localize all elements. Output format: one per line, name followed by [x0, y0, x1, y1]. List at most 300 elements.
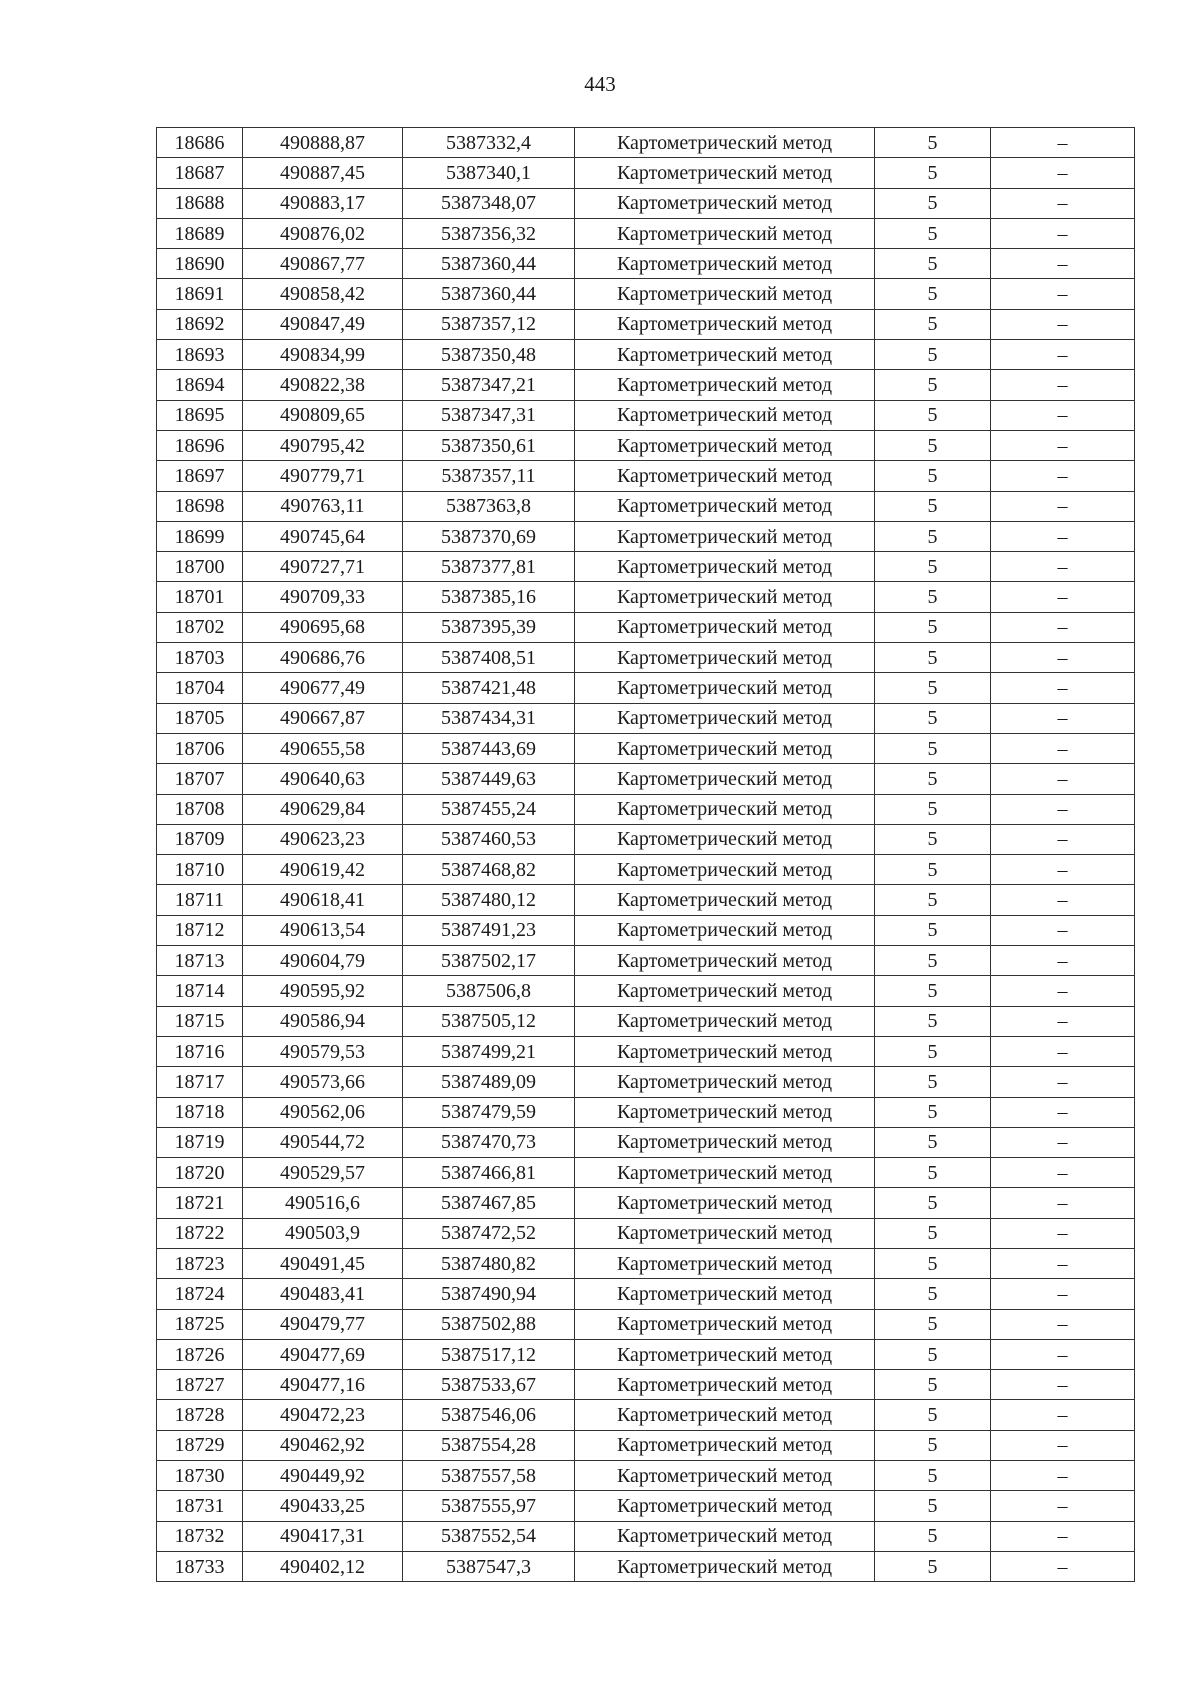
description-cell: – — [991, 673, 1135, 703]
method-cell: Картометрический метод — [575, 612, 875, 642]
method-cell: Картометрический метод — [575, 915, 875, 945]
x-coordinate-cell: 490449,92 — [243, 1461, 403, 1491]
method-cell: Картометрический метод — [575, 279, 875, 309]
table-row — [157, 1097, 1135, 1127]
table-row — [157, 309, 1135, 339]
y-coordinate-cell: 5387506,8 — [403, 976, 575, 1006]
y-coordinate-cell: 5387472,52 — [403, 1218, 575, 1248]
x-coordinate-cell: 490595,92 — [243, 976, 403, 1006]
y-coordinate-cell: 5387467,85 — [403, 1188, 575, 1218]
method-cell: Картометрический метод — [575, 430, 875, 460]
y-coordinate-cell: 5387421,48 — [403, 673, 575, 703]
method-cell: Картометрический метод — [575, 946, 875, 976]
table-row — [157, 855, 1135, 885]
y-coordinate-cell: 5387499,21 — [403, 1036, 575, 1066]
x-coordinate-cell: 490867,77 — [243, 249, 403, 279]
table-row — [157, 128, 1135, 158]
point-number-cell: 18690 — [157, 249, 243, 279]
description-cell: – — [991, 340, 1135, 370]
y-coordinate-cell: 5387517,12 — [403, 1339, 575, 1369]
accuracy-cell: 5 — [875, 733, 991, 763]
x-coordinate-cell: 490503,9 — [243, 1218, 403, 1248]
table-row — [157, 249, 1135, 279]
table-row — [157, 1218, 1135, 1248]
table-row — [157, 794, 1135, 824]
table-row — [157, 1188, 1135, 1218]
x-coordinate-cell: 490888,87 — [243, 128, 403, 158]
table-row — [157, 976, 1135, 1006]
accuracy-cell: 5 — [875, 1158, 991, 1188]
x-coordinate-cell: 490883,17 — [243, 188, 403, 218]
table-row — [157, 885, 1135, 915]
description-cell: – — [991, 370, 1135, 400]
x-coordinate-cell: 490677,49 — [243, 673, 403, 703]
accuracy-cell: 5 — [875, 1370, 991, 1400]
table-row — [157, 1248, 1135, 1278]
description-cell: – — [991, 824, 1135, 854]
table-row — [157, 1309, 1135, 1339]
y-coordinate-cell: 5387357,11 — [403, 461, 575, 491]
method-cell: Картометрический метод — [575, 733, 875, 763]
x-coordinate-cell: 490529,57 — [243, 1158, 403, 1188]
x-coordinate-cell: 490402,12 — [243, 1551, 403, 1581]
description-cell: – — [991, 764, 1135, 794]
description-cell: – — [991, 400, 1135, 430]
table-row — [157, 370, 1135, 400]
point-number-cell: 18698 — [157, 491, 243, 521]
method-cell: Картометрический метод — [575, 976, 875, 1006]
description-cell: – — [991, 521, 1135, 551]
point-number-cell: 18712 — [157, 915, 243, 945]
x-coordinate-cell: 490477,16 — [243, 1370, 403, 1400]
accuracy-cell: 5 — [875, 1067, 991, 1097]
x-coordinate-cell: 490562,06 — [243, 1097, 403, 1127]
x-coordinate-cell: 490876,02 — [243, 218, 403, 248]
table-row — [157, 340, 1135, 370]
method-cell: Картометрический метод — [575, 1218, 875, 1248]
method-cell: Картометрический метод — [575, 1370, 875, 1400]
method-cell: Картометрический метод — [575, 1400, 875, 1430]
y-coordinate-cell: 5387347,31 — [403, 400, 575, 430]
method-cell: Картометрический метод — [575, 855, 875, 885]
method-cell: Картометрический метод — [575, 673, 875, 703]
method-cell: Картометрический метод — [575, 1551, 875, 1581]
point-number-cell: 18694 — [157, 370, 243, 400]
accuracy-cell: 5 — [875, 1400, 991, 1430]
table-row — [157, 461, 1135, 491]
description-cell: – — [991, 855, 1135, 885]
point-number-cell: 18724 — [157, 1279, 243, 1309]
accuracy-cell: 5 — [875, 158, 991, 188]
y-coordinate-cell: 5387356,32 — [403, 218, 575, 248]
accuracy-cell: 5 — [875, 1430, 991, 1460]
y-coordinate-cell: 5387466,81 — [403, 1158, 575, 1188]
description-cell: – — [991, 1461, 1135, 1491]
table-row — [157, 703, 1135, 733]
x-coordinate-cell: 490477,69 — [243, 1339, 403, 1369]
point-number-cell: 18714 — [157, 976, 243, 1006]
method-cell: Картометрический метод — [575, 582, 875, 612]
x-coordinate-cell: 490579,53 — [243, 1036, 403, 1066]
y-coordinate-cell: 5387443,69 — [403, 733, 575, 763]
accuracy-cell: 5 — [875, 370, 991, 400]
coordinates-table — [156, 127, 1135, 1582]
method-cell: Картометрический метод — [575, 643, 875, 673]
point-number-cell: 18708 — [157, 794, 243, 824]
accuracy-cell: 5 — [875, 340, 991, 370]
accuracy-cell: 5 — [875, 491, 991, 521]
table-row — [157, 552, 1135, 582]
method-cell: Картометрический метод — [575, 1491, 875, 1521]
point-number-cell: 18718 — [157, 1097, 243, 1127]
point-number-cell: 18722 — [157, 1218, 243, 1248]
description-cell: – — [991, 1006, 1135, 1036]
accuracy-cell: 5 — [875, 976, 991, 1006]
description-cell: – — [991, 1067, 1135, 1097]
x-coordinate-cell: 490483,41 — [243, 1279, 403, 1309]
y-coordinate-cell: 5387332,4 — [403, 128, 575, 158]
method-cell: Картометрический метод — [575, 1036, 875, 1066]
accuracy-cell: 5 — [875, 1127, 991, 1157]
point-number-cell: 18725 — [157, 1309, 243, 1339]
y-coordinate-cell: 5387491,23 — [403, 915, 575, 945]
point-number-cell: 18695 — [157, 400, 243, 430]
x-coordinate-cell: 490472,23 — [243, 1400, 403, 1430]
x-coordinate-cell: 490763,11 — [243, 491, 403, 521]
method-cell: Картометрический метод — [575, 188, 875, 218]
point-number-cell: 18689 — [157, 218, 243, 248]
x-coordinate-cell: 490779,71 — [243, 461, 403, 491]
page-number: 443 — [584, 72, 616, 96]
x-coordinate-cell: 490709,33 — [243, 582, 403, 612]
point-number-cell: 18700 — [157, 552, 243, 582]
accuracy-cell: 5 — [875, 915, 991, 945]
table-row — [157, 1430, 1135, 1460]
table-row — [157, 1279, 1135, 1309]
description-cell: – — [991, 218, 1135, 248]
accuracy-cell: 5 — [875, 612, 991, 642]
coordinates-table-body — [157, 128, 1135, 1582]
point-number-cell: 18692 — [157, 309, 243, 339]
y-coordinate-cell: 5387370,69 — [403, 521, 575, 551]
x-coordinate-cell: 490462,92 — [243, 1430, 403, 1460]
x-coordinate-cell: 490858,42 — [243, 279, 403, 309]
y-coordinate-cell: 5387357,12 — [403, 309, 575, 339]
x-coordinate-cell: 490667,87 — [243, 703, 403, 733]
point-number-cell: 18705 — [157, 703, 243, 733]
method-cell: Картометрический метод — [575, 249, 875, 279]
x-coordinate-cell: 490847,49 — [243, 309, 403, 339]
description-cell: – — [991, 1036, 1135, 1066]
table-row — [157, 946, 1135, 976]
x-coordinate-cell: 490834,99 — [243, 340, 403, 370]
point-number-cell: 18717 — [157, 1067, 243, 1097]
method-cell: Картометрический метод — [575, 552, 875, 582]
point-number-cell: 18710 — [157, 855, 243, 885]
y-coordinate-cell: 5387480,82 — [403, 1248, 575, 1278]
point-number-cell: 18686 — [157, 128, 243, 158]
point-number-cell: 18715 — [157, 1006, 243, 1036]
accuracy-cell: 5 — [875, 1309, 991, 1339]
accuracy-cell: 5 — [875, 1279, 991, 1309]
y-coordinate-cell: 5387505,12 — [403, 1006, 575, 1036]
x-coordinate-cell: 490695,68 — [243, 612, 403, 642]
point-number-cell: 18713 — [157, 946, 243, 976]
point-number-cell: 18702 — [157, 612, 243, 642]
table-row — [157, 218, 1135, 248]
point-number-cell: 18701 — [157, 582, 243, 612]
x-coordinate-cell: 490629,84 — [243, 794, 403, 824]
accuracy-cell: 5 — [875, 1461, 991, 1491]
method-cell: Картометрический метод — [575, 1158, 875, 1188]
accuracy-cell: 5 — [875, 461, 991, 491]
method-cell: Картометрический метод — [575, 158, 875, 188]
accuracy-cell: 5 — [875, 1521, 991, 1551]
x-coordinate-cell: 490573,66 — [243, 1067, 403, 1097]
description-cell: – — [991, 430, 1135, 460]
point-number-cell: 18729 — [157, 1430, 243, 1460]
table-row — [157, 1551, 1135, 1581]
accuracy-cell: 5 — [875, 703, 991, 733]
method-cell: Картометрический метод — [575, 1067, 875, 1097]
description-cell: – — [991, 1188, 1135, 1218]
description-cell: – — [991, 643, 1135, 673]
y-coordinate-cell: 5387360,44 — [403, 249, 575, 279]
table-row — [157, 1158, 1135, 1188]
method-cell: Картометрический метод — [575, 824, 875, 854]
description-cell: – — [991, 1491, 1135, 1521]
description-cell: – — [991, 976, 1135, 1006]
method-cell: Картометрический метод — [575, 1279, 875, 1309]
table-row — [157, 643, 1135, 673]
point-number-cell: 18707 — [157, 764, 243, 794]
table-row — [157, 188, 1135, 218]
y-coordinate-cell: 5387502,88 — [403, 1309, 575, 1339]
table-row — [157, 1400, 1135, 1430]
table-row — [157, 279, 1135, 309]
description-cell: – — [991, 128, 1135, 158]
point-number-cell: 18728 — [157, 1400, 243, 1430]
y-coordinate-cell: 5387460,53 — [403, 824, 575, 854]
y-coordinate-cell: 5387350,48 — [403, 340, 575, 370]
x-coordinate-cell: 490479,77 — [243, 1309, 403, 1339]
description-cell: – — [991, 1430, 1135, 1460]
description-cell: – — [991, 279, 1135, 309]
point-number-cell: 18723 — [157, 1248, 243, 1278]
description-cell: – — [991, 188, 1135, 218]
point-number-cell: 18699 — [157, 521, 243, 551]
accuracy-cell: 5 — [875, 188, 991, 218]
table-row — [157, 400, 1135, 430]
x-coordinate-cell: 490544,72 — [243, 1127, 403, 1157]
description-cell: – — [991, 1551, 1135, 1581]
x-coordinate-cell: 490822,38 — [243, 370, 403, 400]
method-cell: Картометрический метод — [575, 521, 875, 551]
point-number-cell: 18688 — [157, 188, 243, 218]
y-coordinate-cell: 5387348,07 — [403, 188, 575, 218]
table-row — [157, 521, 1135, 551]
point-number-cell: 18693 — [157, 340, 243, 370]
x-coordinate-cell: 490727,71 — [243, 552, 403, 582]
method-cell: Картометрический метод — [575, 794, 875, 824]
y-coordinate-cell: 5387533,67 — [403, 1370, 575, 1400]
x-coordinate-cell: 490491,45 — [243, 1248, 403, 1278]
table-row — [157, 733, 1135, 763]
y-coordinate-cell: 5387395,39 — [403, 612, 575, 642]
description-cell: – — [991, 885, 1135, 915]
method-cell: Картометрический метод — [575, 309, 875, 339]
table-row — [157, 1036, 1135, 1066]
description-cell: – — [991, 1309, 1135, 1339]
x-coordinate-cell: 490417,31 — [243, 1521, 403, 1551]
accuracy-cell: 5 — [875, 764, 991, 794]
x-coordinate-cell: 490686,76 — [243, 643, 403, 673]
table-row — [157, 612, 1135, 642]
method-cell: Картометрический метод — [575, 1248, 875, 1278]
description-cell: – — [991, 794, 1135, 824]
point-number-cell: 18703 — [157, 643, 243, 673]
table-row — [157, 491, 1135, 521]
accuracy-cell: 5 — [875, 1097, 991, 1127]
x-coordinate-cell: 490640,63 — [243, 764, 403, 794]
y-coordinate-cell: 5387546,06 — [403, 1400, 575, 1430]
accuracy-cell: 5 — [875, 643, 991, 673]
table-row — [157, 1370, 1135, 1400]
y-coordinate-cell: 5387385,16 — [403, 582, 575, 612]
description-cell: – — [991, 1158, 1135, 1188]
accuracy-cell: 5 — [875, 1339, 991, 1369]
accuracy-cell: 5 — [875, 430, 991, 460]
point-number-cell: 18704 — [157, 673, 243, 703]
description-cell: – — [991, 582, 1135, 612]
x-coordinate-cell: 490586,94 — [243, 1006, 403, 1036]
x-coordinate-cell: 490604,79 — [243, 946, 403, 976]
description-cell: – — [991, 1400, 1135, 1430]
accuracy-cell: 5 — [875, 521, 991, 551]
point-number-cell: 18711 — [157, 885, 243, 915]
accuracy-cell: 5 — [875, 309, 991, 339]
table-row — [157, 1461, 1135, 1491]
point-number-cell: 18727 — [157, 1370, 243, 1400]
method-cell: Картометрический метод — [575, 885, 875, 915]
point-number-cell: 18709 — [157, 824, 243, 854]
accuracy-cell: 5 — [875, 1218, 991, 1248]
accuracy-cell: 5 — [875, 552, 991, 582]
description-cell: – — [991, 1097, 1135, 1127]
accuracy-cell: 5 — [875, 249, 991, 279]
method-cell: Картометрический метод — [575, 1006, 875, 1036]
description-cell: – — [991, 1370, 1135, 1400]
accuracy-cell: 5 — [875, 128, 991, 158]
y-coordinate-cell: 5387347,21 — [403, 370, 575, 400]
table-row — [157, 158, 1135, 188]
y-coordinate-cell: 5387455,24 — [403, 794, 575, 824]
description-cell: – — [991, 612, 1135, 642]
method-cell: Картометрический метод — [575, 340, 875, 370]
description-cell: – — [991, 1339, 1135, 1369]
x-coordinate-cell: 490809,65 — [243, 400, 403, 430]
method-cell: Картометрический метод — [575, 218, 875, 248]
description-cell: – — [991, 915, 1135, 945]
accuracy-cell: 5 — [875, 218, 991, 248]
table-row — [157, 915, 1135, 945]
method-cell: Картометрический метод — [575, 1188, 875, 1218]
x-coordinate-cell: 490433,25 — [243, 1491, 403, 1521]
point-number-cell: 18720 — [157, 1158, 243, 1188]
y-coordinate-cell: 5387434,31 — [403, 703, 575, 733]
method-cell: Картометрический метод — [575, 703, 875, 733]
method-cell: Картометрический метод — [575, 461, 875, 491]
description-cell: – — [991, 491, 1135, 521]
accuracy-cell: 5 — [875, 1551, 991, 1581]
method-cell: Картометрический метод — [575, 1127, 875, 1157]
point-number-cell: 18730 — [157, 1461, 243, 1491]
table-row — [157, 582, 1135, 612]
accuracy-cell: 5 — [875, 824, 991, 854]
table-row — [157, 1491, 1135, 1521]
point-number-cell: 18721 — [157, 1188, 243, 1218]
accuracy-cell: 5 — [875, 946, 991, 976]
y-coordinate-cell: 5387547,3 — [403, 1551, 575, 1581]
x-coordinate-cell: 490613,54 — [243, 915, 403, 945]
table-row — [157, 1521, 1135, 1551]
x-coordinate-cell: 490745,64 — [243, 521, 403, 551]
x-coordinate-cell: 490516,6 — [243, 1188, 403, 1218]
method-cell: Картометрический метод — [575, 1430, 875, 1460]
description-cell: – — [991, 461, 1135, 491]
method-cell: Картометрический метод — [575, 370, 875, 400]
y-coordinate-cell: 5387470,73 — [403, 1127, 575, 1157]
point-number-cell: 18716 — [157, 1036, 243, 1066]
y-coordinate-cell: 5387479,59 — [403, 1097, 575, 1127]
table-row — [157, 824, 1135, 854]
description-cell: – — [991, 1127, 1135, 1157]
accuracy-cell: 5 — [875, 1036, 991, 1066]
y-coordinate-cell: 5387490,94 — [403, 1279, 575, 1309]
description-cell: – — [991, 946, 1135, 976]
y-coordinate-cell: 5387377,81 — [403, 552, 575, 582]
accuracy-cell: 5 — [875, 1491, 991, 1521]
point-number-cell: 18733 — [157, 1551, 243, 1581]
y-coordinate-cell: 5387449,63 — [403, 764, 575, 794]
description-cell: – — [991, 158, 1135, 188]
description-cell: – — [991, 703, 1135, 733]
y-coordinate-cell: 5387554,28 — [403, 1430, 575, 1460]
point-number-cell: 18697 — [157, 461, 243, 491]
y-coordinate-cell: 5387489,09 — [403, 1067, 575, 1097]
accuracy-cell: 5 — [875, 582, 991, 612]
accuracy-cell: 5 — [875, 885, 991, 915]
table-row — [157, 673, 1135, 703]
y-coordinate-cell: 5387408,51 — [403, 643, 575, 673]
method-cell: Картометрический метод — [575, 128, 875, 158]
point-number-cell: 18726 — [157, 1339, 243, 1369]
point-number-cell: 18687 — [157, 158, 243, 188]
method-cell: Картометрический метод — [575, 1097, 875, 1127]
accuracy-cell: 5 — [875, 279, 991, 309]
method-cell: Картометрический метод — [575, 400, 875, 430]
y-coordinate-cell: 5387363,8 — [403, 491, 575, 521]
x-coordinate-cell: 490623,23 — [243, 824, 403, 854]
description-cell: – — [991, 1279, 1135, 1309]
accuracy-cell: 5 — [875, 1188, 991, 1218]
description-cell: – — [991, 733, 1135, 763]
x-coordinate-cell: 490618,41 — [243, 885, 403, 915]
method-cell: Картометрический метод — [575, 1309, 875, 1339]
table-row — [157, 1127, 1135, 1157]
y-coordinate-cell: 5387552,54 — [403, 1521, 575, 1551]
y-coordinate-cell: 5387555,97 — [403, 1491, 575, 1521]
